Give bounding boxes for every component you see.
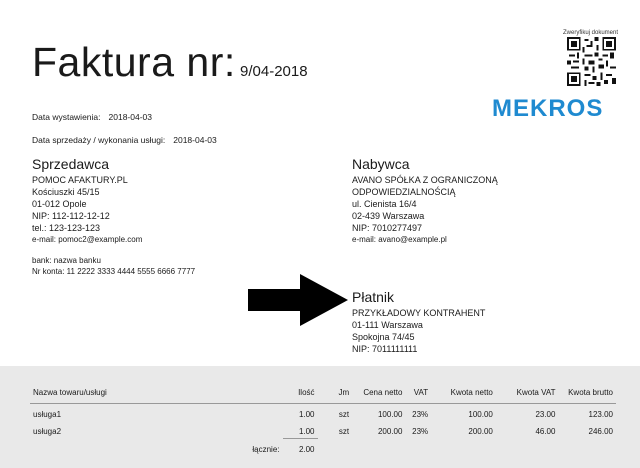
qr-code-icon[interactable] [567,37,616,86]
col-header-net-price: Cena netto [352,384,405,404]
cell-vat-amount: 46.00 [535,427,556,437]
seller-block [32,156,195,277]
total-qty: 2.00 [283,439,318,457]
col-header-unit: Jm [318,384,353,404]
sale-date [32,135,217,145]
cell-vat: 23% [412,410,429,419]
sale-date-label: Data sprzedaży / wykonania usługi: [32,135,166,145]
cell-net-amount: 100.00 [468,410,493,419]
arrow-right-icon [248,274,348,326]
seller-line: POMOC AFAKTURY.PL [32,175,128,185]
issue-date-label: Data wystawienia: [32,112,101,122]
cell-vat: 23% [412,427,429,437]
payer-block [352,289,485,355]
buyer-line: AVANO SPÓŁKA Z OGRANICZONĄ [352,175,498,185]
col-header-gross-amount: Kwota brutto [558,384,616,404]
table-header-row [30,384,616,404]
cell-qty: 1.00 [298,427,315,436]
seller-email: e-mail: pomoc2@example.com [32,235,143,244]
buyer-line: NIP: 7010277497 [352,223,423,233]
col-header-net-amount: Kwota netto [431,384,496,404]
qr-caption: Zweryfikuj dokument [563,30,619,36]
issue-date-value: 2018-04-03 [108,112,152,122]
cell-net-price: 100.00 [377,410,403,419]
col-header-qty: Ilość [283,384,318,404]
buyer-line: ul. Cienista 16/4 [352,199,417,209]
cell-name: usługa2 [33,427,62,437]
buyer-line: 02-439 Warszawa [352,211,425,221]
payer-heading: Płatnik [352,289,395,305]
table-row [30,421,616,439]
cell-qty: 1.00 [298,410,315,419]
cell-name: usługa1 [33,410,62,419]
seller-line: 01-012 Opole [32,199,87,209]
table-total-row [30,439,616,457]
seller-line: tel.: 123-123-123 [32,223,101,233]
seller-account: Nr konta: 11 2222 3333 4444 5555 6666 7777 [32,267,196,276]
cell-gross-amount: 123.00 [588,410,613,419]
cell-net-amount: 200.00 [468,427,493,437]
payer-line: NIP: 7011111111 [352,344,418,354]
payer-line: 01-111 Warszawa [352,320,423,330]
total-label: łącznie: [252,444,280,454]
table-row [30,404,616,422]
cell-unit: szt [338,410,350,419]
seller-line: NIP: 112-112-12-12 [32,211,110,221]
col-header-vat: VAT [405,384,431,404]
items-table [30,384,616,456]
buyer-block [352,156,498,245]
cell-vat-amount: 23.00 [535,410,556,419]
payer-line: PRZYKŁADOWY KONTRAHENT [352,308,486,318]
seller-line: Kościuszki 45/15 [32,187,100,197]
sale-date-value: 2018-04-03 [173,135,217,145]
company-logo: MEKROS [492,95,604,122]
invoice-number: 9/04-2018 [240,63,308,80]
issue-date [32,112,152,122]
buyer-email: e-mail: avano@example.pl [352,235,447,244]
seller-heading: Sprzedawca [32,156,110,172]
cell-net-price: 200.00 [377,427,403,437]
buyer-line: ODPOWIEDZIALNOŚCIĄ [352,187,456,197]
buyer-heading: Nabywca [352,156,410,172]
col-header-name: Nazwa towaru/usługi [30,384,283,404]
payer-line: Spokojna 74/45 [352,332,415,342]
invoice-title: Faktura nr: [32,39,236,85]
cell-gross-amount: 246.00 [588,427,613,437]
col-header-vat-amount: Kwota VAT [496,384,559,404]
cell-unit: szt [338,427,350,437]
seller-bank: bank: nazwa banku [32,256,101,265]
